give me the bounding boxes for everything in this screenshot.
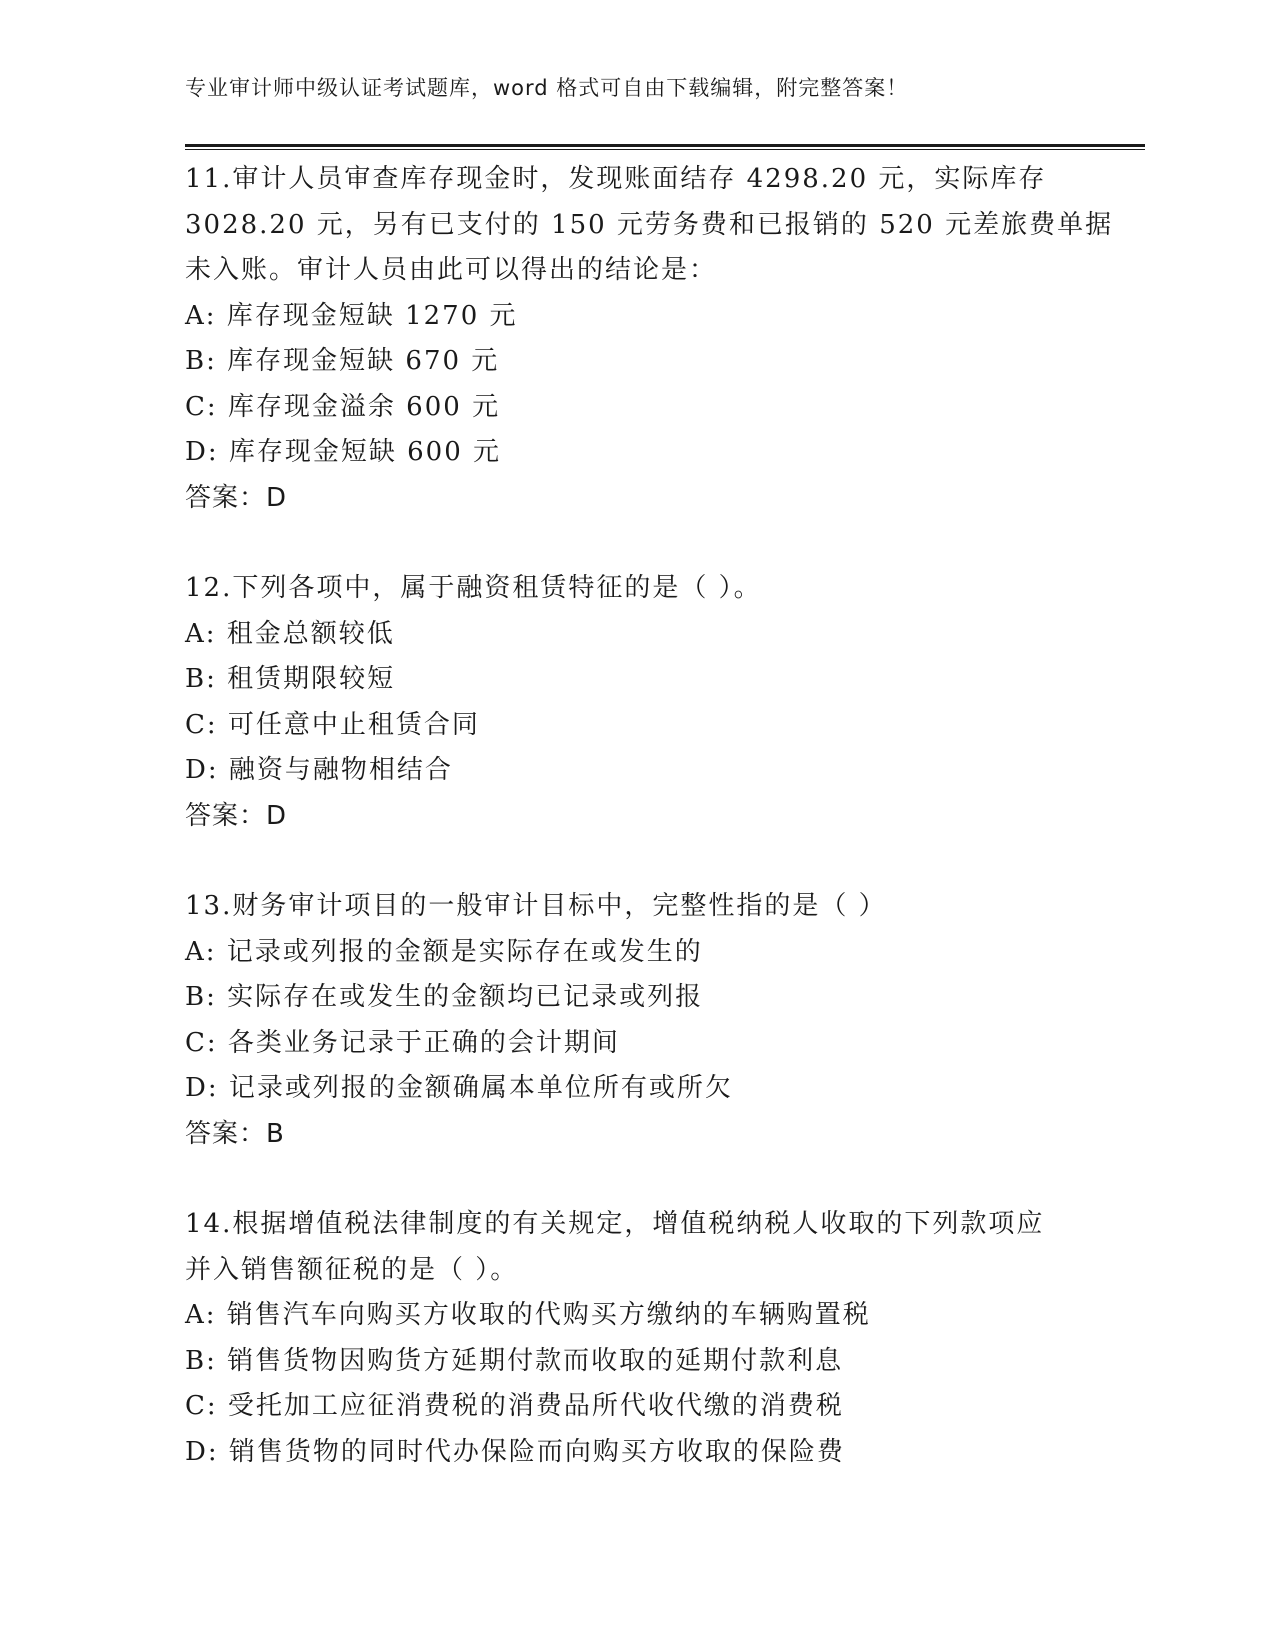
question-11 xyxy=(185,157,1114,521)
option-c: C: 可任意中止租赁合同 xyxy=(185,709,480,740)
question-13 xyxy=(185,884,1085,1157)
option-a: A: 记录或列报的金额是实际存在或发生的 xyxy=(185,936,703,967)
option-b: B: 库存现金短缺 670 元 xyxy=(185,346,500,376)
question-stem-line: 11.审计人员审查库存现金时，发现账面结存 4298.20 元，实际库存 xyxy=(185,164,1047,194)
question-list xyxy=(185,157,1114,1475)
question-stem-line: 12.下列各项中，属于融资租赁特征的是（ ）。 xyxy=(185,573,762,603)
header-rule-thin xyxy=(185,149,1145,150)
answer: 答案：B xyxy=(185,1118,285,1149)
option-a: A: 库存现金短缺 1270 元 xyxy=(185,300,518,331)
option-c: C: 库存现金溢余 600 元 xyxy=(185,391,501,422)
question-stem-line: 13.财务审计项目的一般审计目标中，完整性指的是（ ） xyxy=(185,891,887,921)
option-d: D: 库存现金短缺 600 元 xyxy=(185,437,502,467)
option-d: D: 融资与融物相结合 xyxy=(185,755,453,785)
header-rule-thick xyxy=(185,144,1145,147)
question-stem-line: 并入销售额征税的是（ ）。 xyxy=(185,1254,519,1285)
option-d: D: 销售货物的同时代办保险而向购买方收取的保险费 xyxy=(185,1436,845,1467)
option-a: A: 租金总额较低 xyxy=(185,618,395,649)
answer: 答案：D xyxy=(185,800,288,831)
option-b: B: 租赁期限较短 xyxy=(185,664,396,694)
option-b: B: 实际存在或发生的金额均已记录或列报 xyxy=(185,982,704,1012)
question-14 xyxy=(185,1202,1085,1475)
question-stem-line: 未入账。审计人员由此可以得出的结论是： xyxy=(185,255,718,285)
answer: 答案：D xyxy=(185,482,288,513)
option-c: C: 受托加工应征消费税的消费品所代收代缴的消费税 xyxy=(185,1391,844,1421)
question-stem-line: 3028.20 元，另有已支付的 150 元劳务费和已报销的 520 元差旅费单据 xyxy=(185,209,1114,240)
question-stem-line: 14.根据增值税法律制度的有关规定，增值税纳税人收取的下列款项应 xyxy=(185,1209,1045,1239)
option-b: B: 销售货物因购货方延期付款而收取的延期付款利息 xyxy=(185,1345,844,1376)
page-header: 专业审计师中级认证考试题库，word 格式可自由下载编辑，附完整答案！ xyxy=(185,76,909,100)
option-c: C: 各类业务记录于正确的会计期间 xyxy=(185,1027,620,1058)
option-a: A: 销售汽车向购买方收取的代购买方缴纳的车辆购置税 xyxy=(185,1300,871,1330)
question-12 xyxy=(185,566,1085,839)
option-d: D: 记录或列报的金额确属本单位所有或所欠 xyxy=(185,1073,733,1103)
